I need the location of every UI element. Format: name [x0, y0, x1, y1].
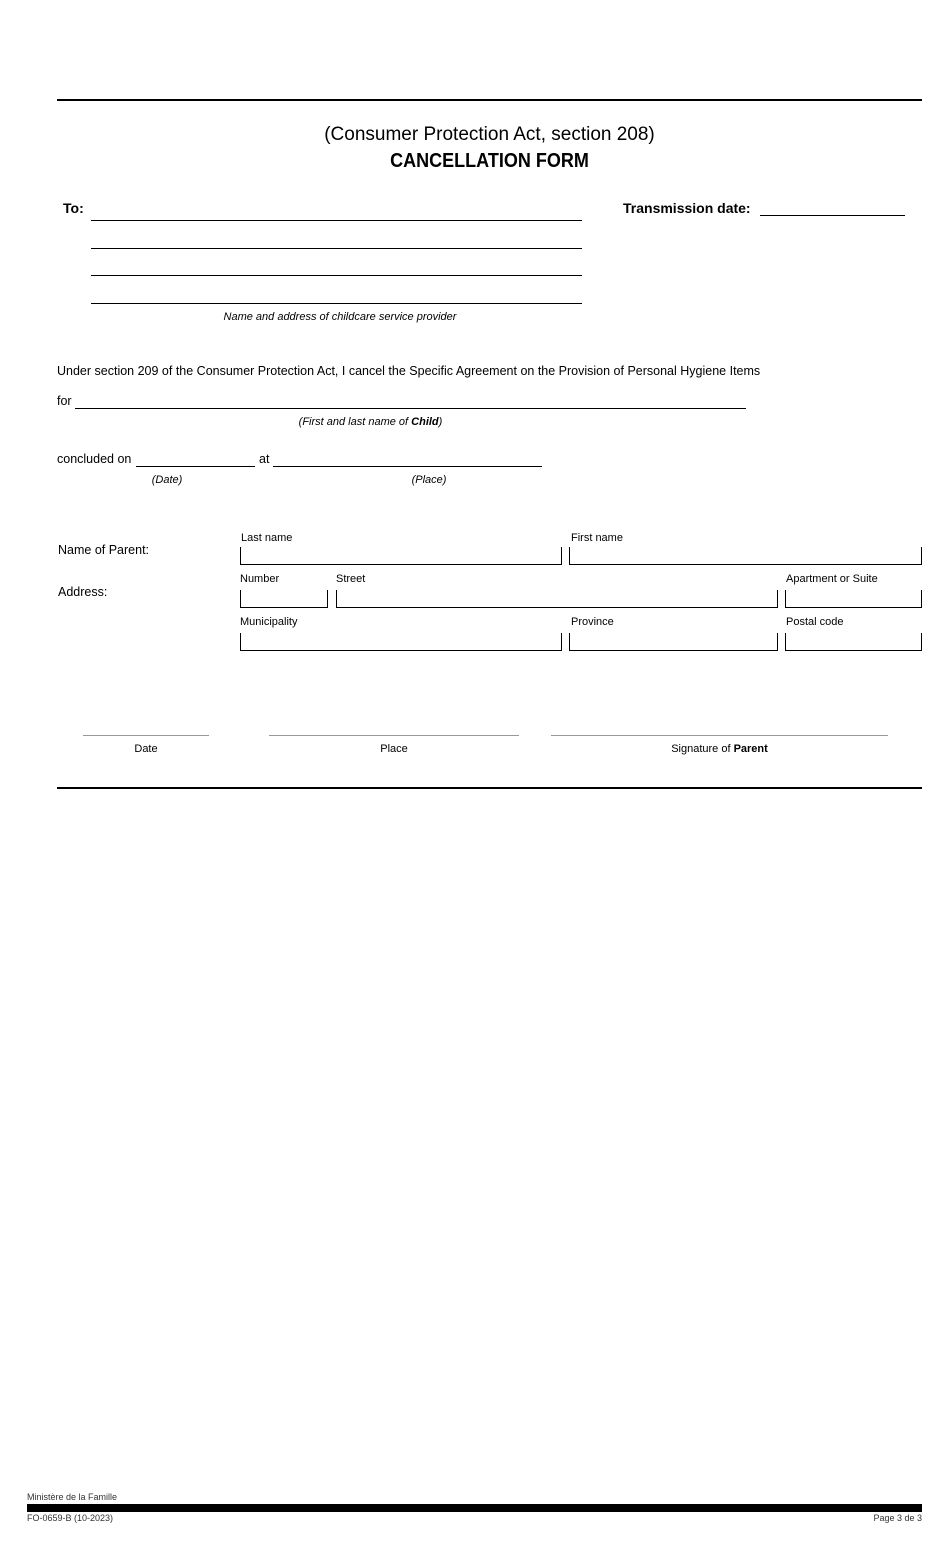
child-caption-prefix: (First and last name of	[298, 416, 412, 428]
concluded-date-line[interactable]	[136, 466, 255, 467]
signature-place-label: Place	[380, 743, 408, 755]
transmission-date-label: Transmission date:	[623, 200, 751, 216]
street-field[interactable]	[336, 590, 778, 608]
signature-bold: Parent	[733, 743, 768, 755]
footer-bar	[27, 1504, 922, 1512]
province-field[interactable]	[569, 633, 778, 651]
first-name-label: First name	[571, 532, 623, 544]
cancellation-statement: Under section 209 of the Consumer Protection Act, I cancel the Specific Agreement on the Provision of Personal Hygiene Items	[57, 364, 761, 378]
ministry-name: Ministère de la Famille	[27, 1492, 118, 1502]
provider-line-1[interactable]	[91, 220, 582, 221]
signature-place-line[interactable]	[269, 735, 519, 736]
concluded-place-line[interactable]	[273, 466, 542, 467]
number-label: Number	[240, 573, 280, 585]
address-label: Address:	[58, 585, 108, 599]
provider-line-3[interactable]	[91, 275, 582, 276]
first-name-field[interactable]	[569, 547, 922, 565]
page-number: Page 3 de 3	[873, 1513, 922, 1523]
provider-line-2[interactable]	[91, 248, 582, 249]
child-caption-bold: Child	[411, 416, 439, 428]
last-name-label: Last name	[241, 532, 293, 544]
signature-date-label: Date	[134, 743, 158, 755]
last-name-field[interactable]	[240, 547, 562, 565]
parent-name-label: Name of Parent:	[58, 543, 150, 557]
signature-line[interactable]	[551, 735, 888, 736]
municipality-field[interactable]	[240, 633, 562, 651]
top-rule	[57, 99, 922, 101]
signature-prefix: Signature of	[671, 743, 734, 755]
concluded-on-label: concluded on	[57, 452, 132, 466]
provider-line-4[interactable]	[91, 303, 582, 304]
bottom-rule	[57, 787, 922, 789]
child-caption	[57, 416, 684, 428]
province-label: Province	[571, 616, 614, 628]
street-label: Street	[336, 573, 366, 585]
form-subtitle: (Consumer Protection Act, section 208)	[324, 124, 655, 145]
at-label: at	[259, 452, 270, 466]
apartment-field[interactable]	[785, 590, 922, 608]
municipality-label: Municipality	[240, 616, 298, 628]
number-field[interactable]	[240, 590, 328, 608]
child-name-line[interactable]	[75, 408, 746, 409]
form-code: FO-0659-B (10-2023)	[27, 1513, 114, 1523]
apartment-label: Apartment or Suite	[786, 573, 878, 585]
signature-parent-label	[551, 743, 888, 755]
transmission-date-line[interactable]	[760, 215, 905, 216]
date-caption: (Date)	[151, 474, 183, 486]
postal-code-label: Postal code	[786, 616, 844, 628]
postal-code-field[interactable]	[785, 633, 922, 651]
provider-caption: Name and address of childcare service provider	[223, 311, 457, 323]
child-caption-suffix: )	[438, 416, 443, 428]
form-title: CANCELLATION FORM	[390, 150, 589, 172]
signature-date-line[interactable]	[83, 735, 209, 736]
to-label: To:	[63, 200, 84, 216]
place-caption: (Place)	[411, 474, 447, 486]
for-label: for	[57, 394, 72, 408]
